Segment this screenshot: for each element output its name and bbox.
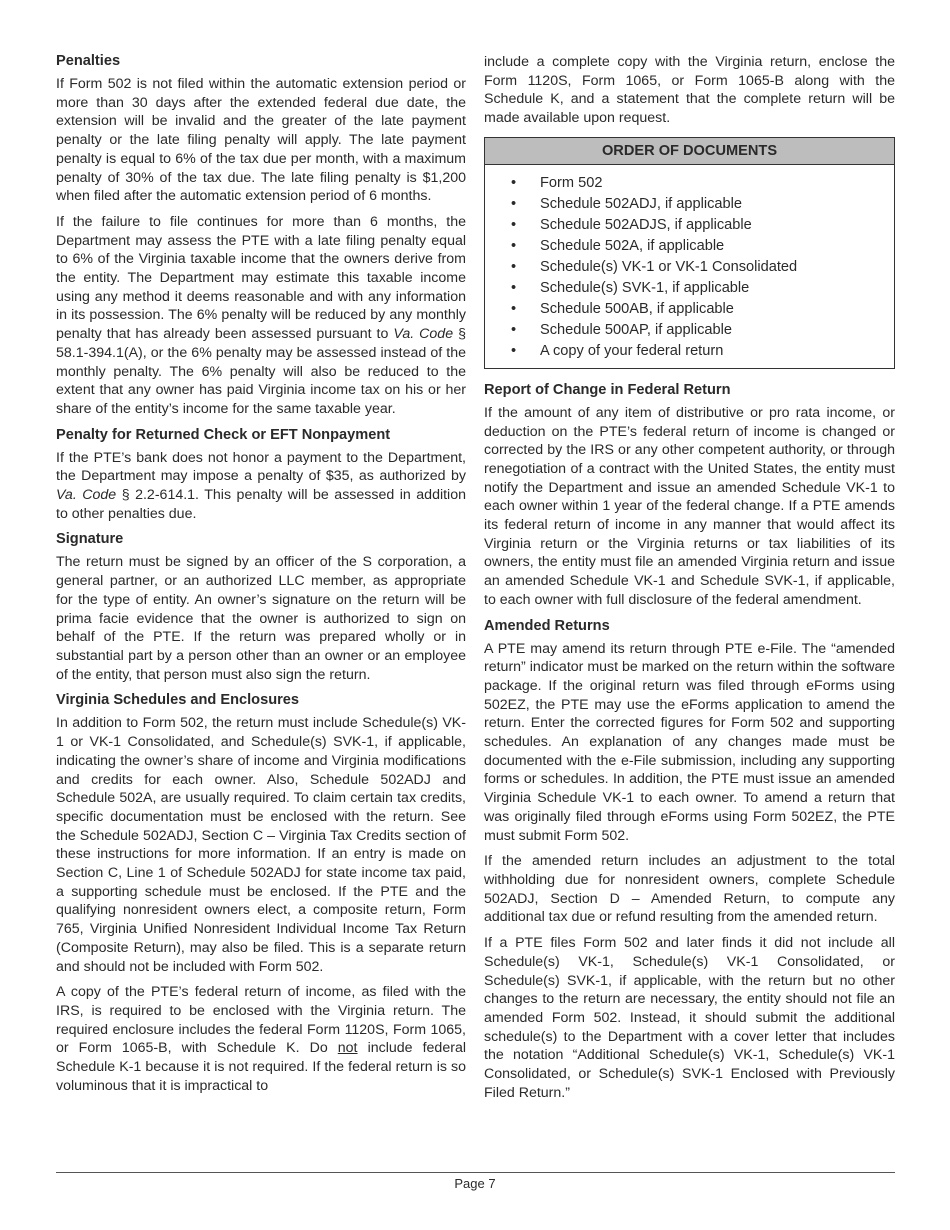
amended-returns-paragraph-1: A PTE may amend its return through PTE e-File. The “amended return” indicator must be marked on the return within the software package. If the original return was filed through eForms using 502EZ, the PTE may use the eForms application to amend the return. Enter the corrected figures for Form 502 and supporting schedules. An explanation of any changes made must be documented with the e-File submission, including any supporting forms or schedules. In addition, the PTE must issue an amended Virginia Schedule VK-1 to each owner. To amend a return that was originally filed through eForms using Form 502EZ, the PTE must submit Form 502.: [484, 640, 895, 844]
penalties-p2-text-a: If the failure to file continues for more than 6 months, the Department may assess the PTE with a late filing penalty equal to 6% of the Virginia taxable income that the owners derive from the entity. The Department may estimate this taxable income using any method it deems reasonable and with any information in its possession. The 6% penalty will be reduced by any monthly penalty that has already been assessed pursuant to: [56, 213, 466, 343]
penalties-paragraph-1: If Form 502 is not filed within the automatic extension period or more than 30 days after the extended federal due date, the extension will be invalid and the greater of the late payment penalty or the late filing penalty will apply. The late payment penalty is equal to 6% of the tax due per month, with a maximum penalty of 30% of the tax due. The late filing penalty is $1,200 when filed after the automatic extension period of 6 months.: [56, 76, 466, 205]
footer-divider: [56, 1172, 895, 1173]
bullet-icon: •: [511, 195, 517, 212]
amended-returns-paragraph-2: If the amended return includes an adjustment to the total withholding due for nonresident owners, complete Schedule 502ADJ, Section D – Amended Return, to compute any additional tax due or refund resulting from the amended return.: [484, 853, 895, 926]
signature-heading: Signature: [56, 531, 124, 548]
bullet-icon: •: [511, 321, 517, 338]
returned-check-citation: Va. Code: [56, 487, 117, 504]
returned-check-paragraph: [56, 449, 466, 524]
schedules-p2-text-a: A copy of the PTE’s federal return of income, as filed with the IRS, is required to be enclosed with the Virginia return. The required enclosure includes the federal Form 1120S, Form 1065, or Form 1065-B, with Schedule K. Do: [56, 984, 466, 1057]
penalties-heading: Penalties: [56, 53, 121, 69]
right-column: [484, 53, 895, 1109]
list-item: • A copy of your federal return: [485, 341, 894, 362]
bullet-icon: •: [511, 174, 517, 191]
amended-returns-paragraph-3: If a PTE files Form 502 and later finds it did not include all Schedule(s) VK-1, Schedule(s) VK-1 Consolidated, or Schedule(s) SVK-1, if applicable, with the return but no other changes to the return are necessary, the entity should not file an amended Form 502. Instead, it should submit the additional schedule(s) to the Department with a cover letter that includes the notation “Additional Schedule(s) VK-1, Schedule(s) VK-1 Consolidated, or Schedule(s) SVK-1 Enclosed with Previously Filed Return.”: [484, 935, 895, 1101]
list-item: • Form 502: [485, 173, 894, 194]
list-item: • Schedule(s) VK-1 or VK-1 Consolidated: [485, 257, 894, 278]
report-change-paragraph: If the amount of any item of distributive or pro rata income, or deduction on the PTE’s federal return of income is changed or corrected by the IRS or any other competent authority, or through renegotiation of a contract with the United States, the entity must notify the Department and issue an amended Schedule VK-1 to each owner within 1 year of the federal change. If a PTE amends its federal return of income in any manner that would affect its Virginia return or the Virginia returns or tax liabilities of its owners, the entity must file an amended Virginia return and issue an amended Schedule VK-1 and Schedule SVK-1, if applicable, to each owner with full disclosure of the federal amendment.: [484, 404, 895, 608]
left-column: [56, 52, 466, 1102]
list-item: • Schedule 500AB, if applicable: [485, 299, 894, 320]
bullet-icon: •: [511, 300, 517, 317]
returned-check-heading: Penalty for Returned Check or EFT Nonpayment: [56, 426, 391, 443]
order-of-documents-title: ORDER OF DOCUMENTS: [485, 138, 894, 165]
schedules-paragraph-1: In addition to Form 502, the return must include Schedule(s) VK-1 or VK-1 Consolidated, and Schedule(s) SVK-1, if applicable, indicating the owner’s share of income and Virginia modifications and credits for each owner. Also, Schedule 502ADJ and Schedule 502A, are usually required. To claim certain tax credits, specific documentation must be enclosed with the return. See the Schedule 502ADJ, Section C – Virginia Tax Credits section of these instructions for more information. If an entry is made on Section C, Line 1 of Schedule 502ADJ for state income tax paid, a supporting schedule must be enclosed. If the PTE and the qualifying nonresident owners elect, a composite return, Form 765, Virginia Unified Nonresident Individual Income Tax Return (Composite Return), may also be filed. This is a separate return and should not be included with Form 502.: [56, 715, 466, 975]
order-of-documents-list: [485, 173, 894, 362]
list-item: • Schedule 502ADJ, if applicable: [485, 194, 894, 215]
report-change-heading: Report of Change in Federal Return: [484, 381, 731, 398]
returned-check-text-b: § 2.2-614.1. This penalty will be assessed in addition to other penalties due.: [56, 487, 466, 522]
bullet-icon: •: [511, 237, 517, 254]
list-item: • Schedule 502A, if applicable: [485, 236, 894, 257]
returned-check-text-a: If the PTE’s bank does not honor a payment to the Department, the Department may impose a penalty of $35, as authorized by: [56, 449, 466, 485]
schedules-heading: Virginia Schedules and Enclosures: [56, 692, 300, 709]
schedules-paragraph-2: [56, 983, 466, 1095]
schedules-p2-text-b: include federal Schedule K-1 because it is not required. If the federal return is so voluminous that it is impractical to: [56, 1040, 466, 1094]
amended-returns-heading: Amended Returns: [484, 617, 610, 634]
penalties-p2-text-b: § 58.1-394.1(A), or the 6% penalty may be assessed instead of the monthly penalty. The 6% penalty will also be reduced to the extent that any owner has paid Virginia income tax on his or her share of the entity’s income for the same taxable year.: [56, 326, 466, 417]
bullet-icon: •: [511, 258, 517, 275]
signature-paragraph: The return must be signed by an officer of the S corporation, a general partner, or an authorized LLC member, as appropriate for the type of entity. An owner’s signature on the return will be prima facie evidence that the owner is authorized to sign on behalf of the PTE. If the return was prepared wholly or in substantial part by a person other than an owner or an employee of the entity, that person must also sign the return.: [56, 554, 466, 683]
bullet-icon: •: [511, 216, 517, 233]
page-number: Page 7: [454, 1176, 496, 1191]
bullet-icon: •: [511, 342, 517, 359]
list-item: • Schedule 500AP, if applicable: [485, 320, 894, 341]
bullet-icon: •: [511, 279, 517, 296]
penalties-p2-citation: Va. Code: [393, 326, 454, 343]
continued-paragraph: include a complete copy with the Virginia return, enclose the Form 1120S, Form 1065, or Form 1065-B along with the Schedule K, and a statement that the complete return will be made available upon request.: [484, 54, 895, 127]
order-of-documents-box: [484, 137, 895, 369]
list-item: • Schedule 502ADJS, if applicable: [485, 215, 894, 236]
schedules-p2-underlined-not: not: [337, 1040, 358, 1057]
penalties-paragraph-2: [56, 213, 466, 419]
list-item: • Schedule(s) SVK-1, if applicable: [485, 278, 894, 299]
